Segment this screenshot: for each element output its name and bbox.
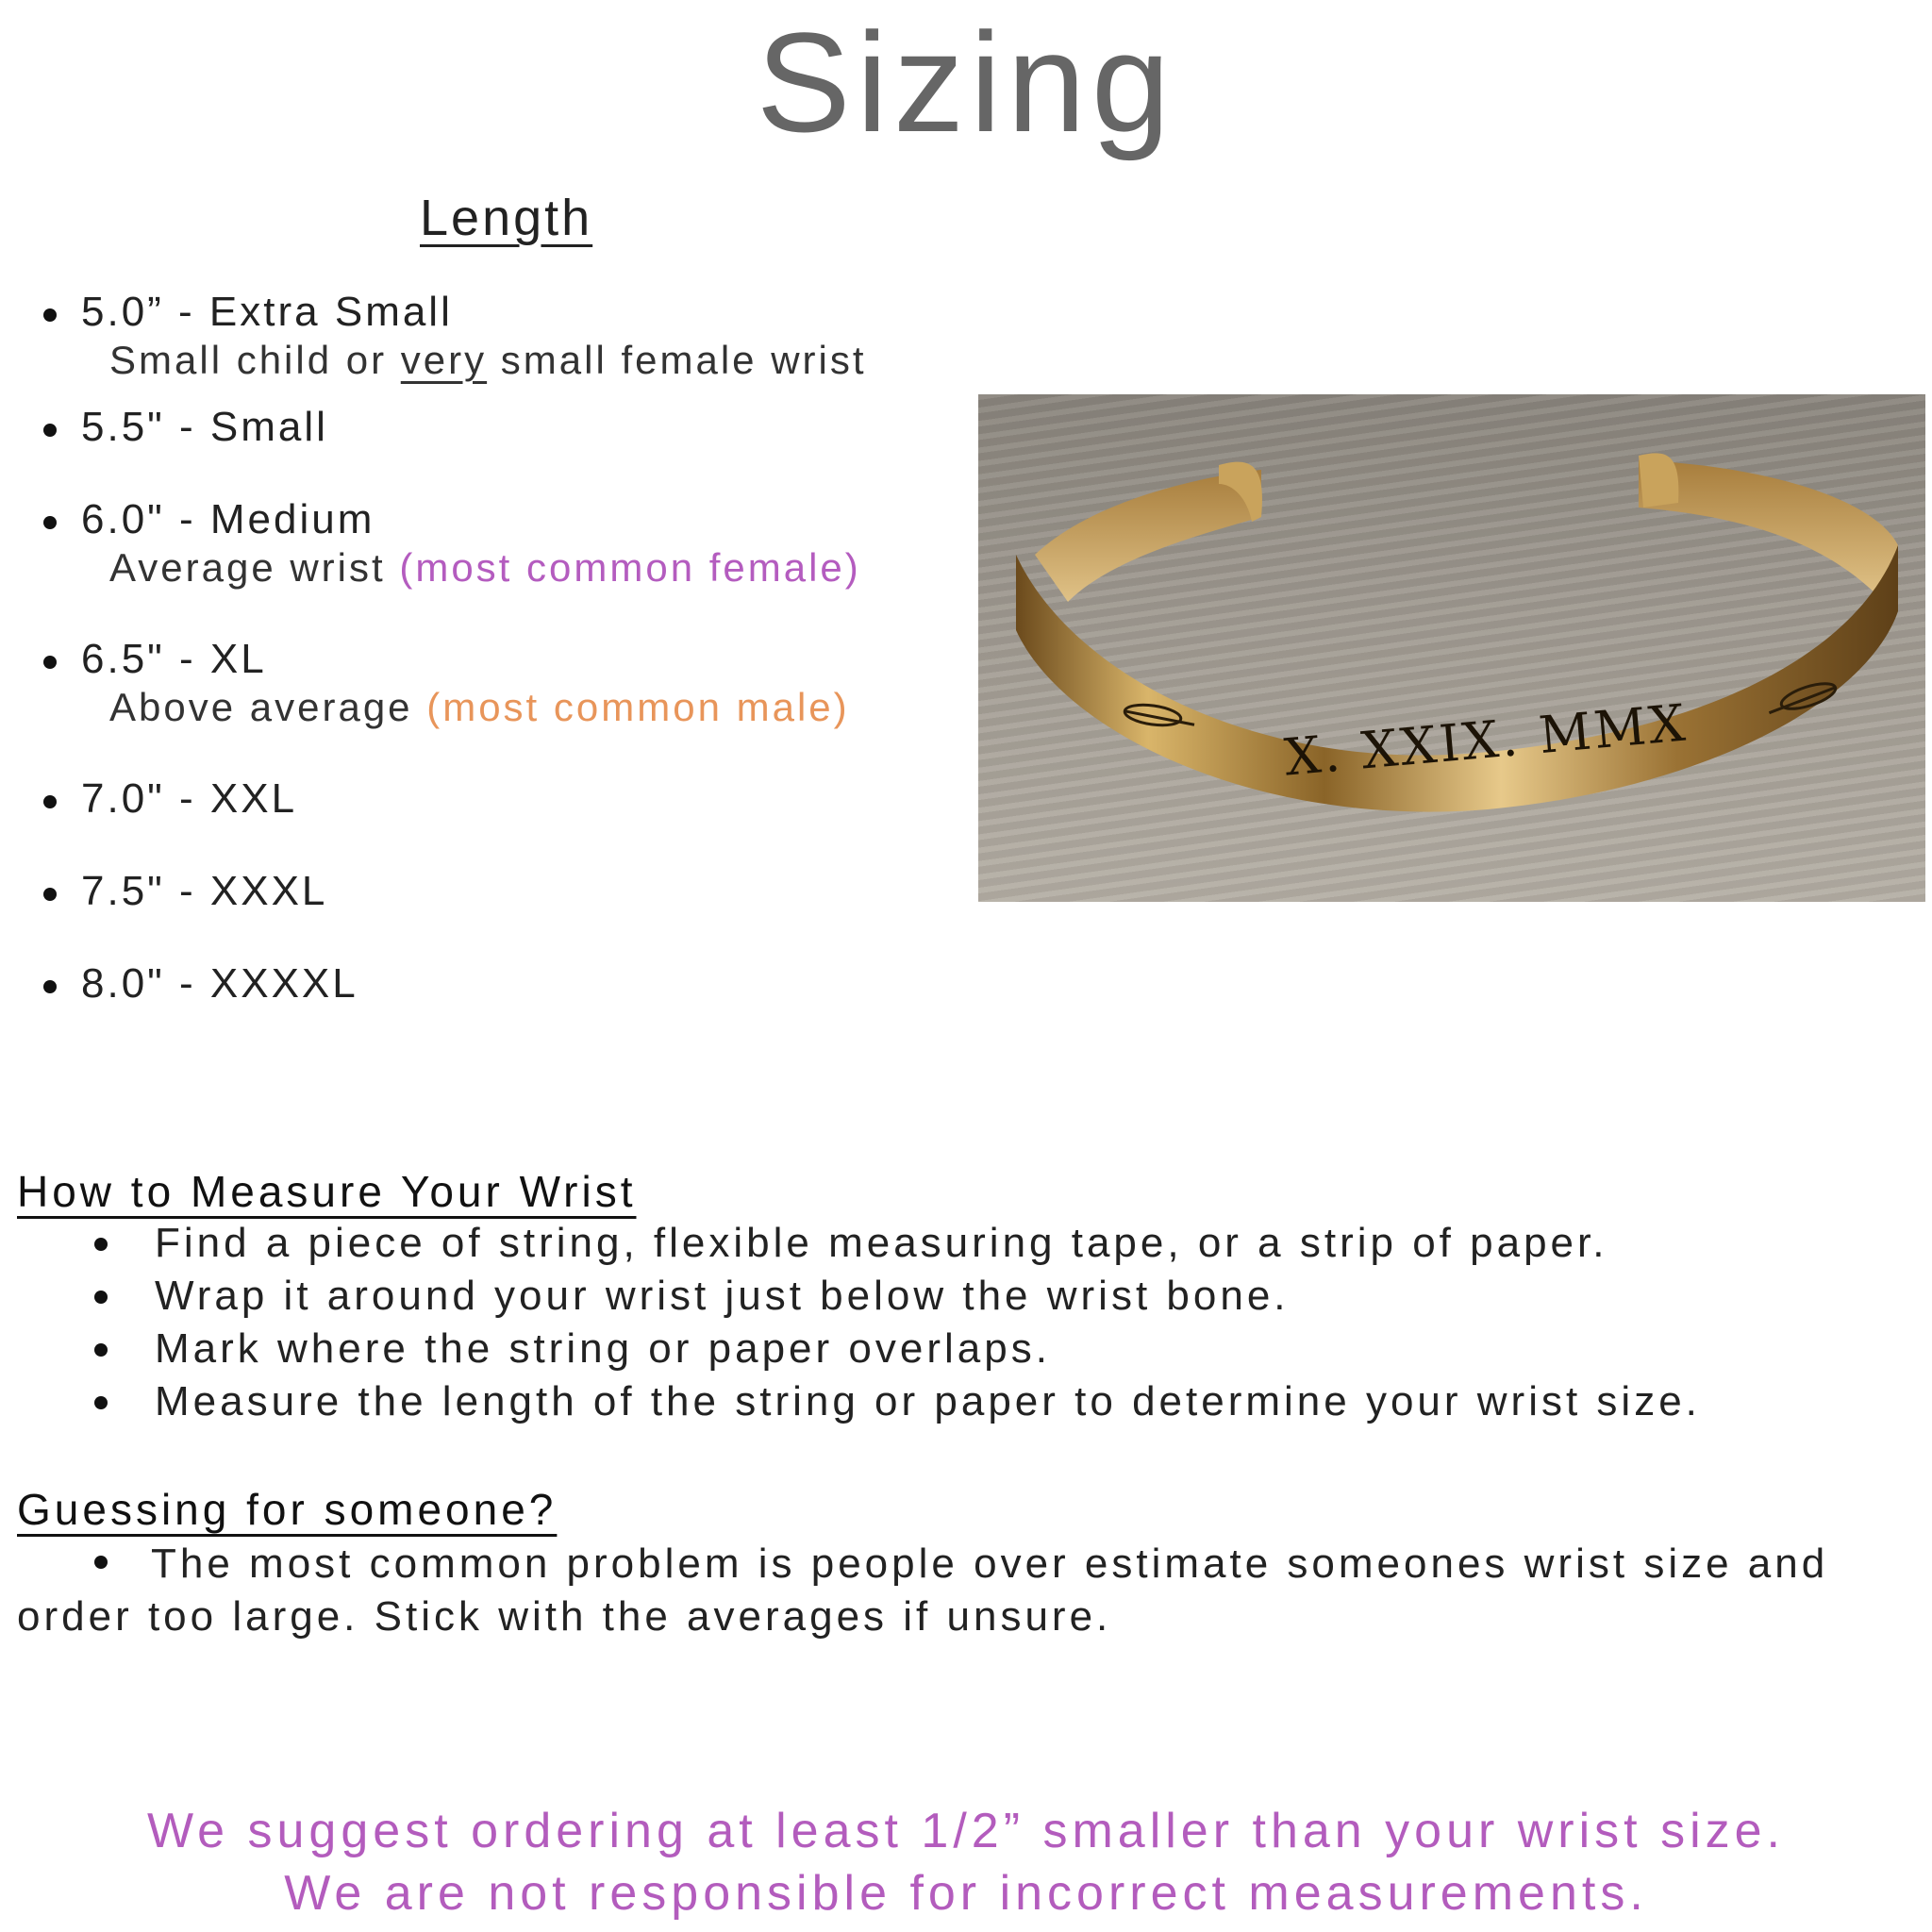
list-item <box>40 635 867 774</box>
size-label: 5.5" - Small <box>81 404 328 450</box>
bullet-icon <box>94 1238 108 1251</box>
size-label: 8.0" - XXXXL <box>81 960 358 1007</box>
list-item: Wrap it around your wrist just below the wrist bone. <box>94 1270 1701 1323</box>
size-label: 7.0" - XXL <box>81 775 298 822</box>
list-item <box>40 867 867 959</box>
page-title: Sizing <box>756 3 1176 161</box>
bullet-icon <box>43 308 57 322</box>
measure-steps <box>94 1217 1701 1428</box>
list-item <box>40 495 867 635</box>
size-note: Average wrist (most common female) <box>109 545 861 590</box>
list-item <box>40 403 867 495</box>
measure-heading: How to Measure Your Wrist <box>17 1167 637 1216</box>
list-item: Measure the length of the string or paper to determine your wrist size. <box>94 1375 1701 1428</box>
guess-text: The most common problem is people over estimate someones wrist size and order too large. Stick with the averages if unsure. <box>17 1541 1829 1640</box>
list-item: Find a piece of string, flexible measuring tape, or a strip of paper. <box>94 1217 1701 1270</box>
bullet-icon <box>94 1343 108 1357</box>
bracelet-photo <box>978 394 1925 902</box>
list-item <box>40 774 867 867</box>
list-item <box>40 288 867 403</box>
bullet-icon <box>43 980 57 993</box>
bullet-icon <box>43 424 57 437</box>
engraving-text: X. XXIX. MMX <box>1282 692 1690 788</box>
bullet-icon <box>94 1291 108 1304</box>
bullet-icon <box>43 656 57 669</box>
guess-heading: Guessing for someone? <box>17 1485 558 1534</box>
length-heading: Length <box>420 190 593 246</box>
bullet-icon <box>43 888 57 901</box>
footer-line: We suggest ordering at least 1/2” smaller than your wrist size. <box>147 1804 1785 1858</box>
female-highlight: (most common female) <box>399 545 861 590</box>
list-item <box>40 959 867 1016</box>
size-note: Above average (most common male) <box>109 685 850 729</box>
size-label: 6.5" - XL <box>81 636 267 682</box>
footer-note <box>0 1800 1932 1924</box>
size-label: 5.0” - Extra Small <box>81 289 453 335</box>
bullet-icon <box>43 795 57 808</box>
bullet-icon <box>94 1556 108 1569</box>
size-label: 6.0" - Medium <box>81 496 375 542</box>
list-item: Mark where the string or paper overlaps. <box>94 1323 1701 1375</box>
bullet-icon <box>94 1396 108 1409</box>
male-highlight: (most common male) <box>426 685 850 729</box>
size-list <box>40 288 867 1016</box>
size-label: 7.5" - XXXL <box>81 868 328 914</box>
size-note: Small child or very small female wrist <box>109 338 867 382</box>
bullet-icon <box>43 516 57 529</box>
footer-line: We are not responsible for incorrect measurements. <box>284 1866 1648 1921</box>
